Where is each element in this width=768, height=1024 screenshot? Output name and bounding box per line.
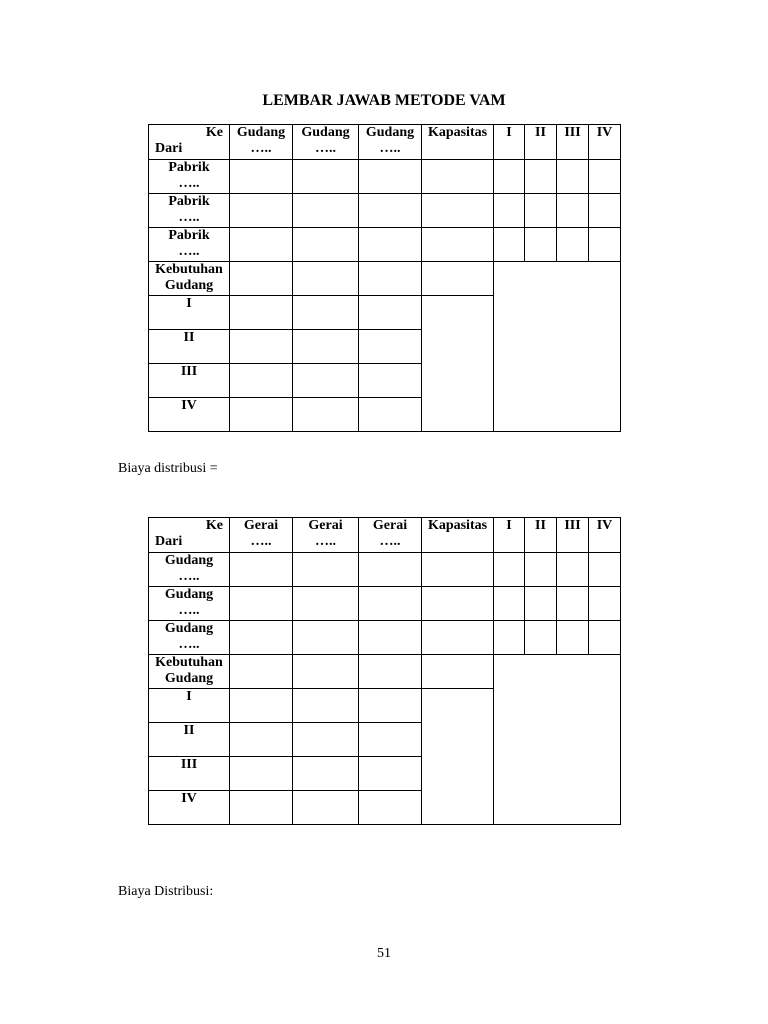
cell[interactable] <box>359 689 422 723</box>
table-header-row <box>149 518 621 553</box>
cell[interactable] <box>557 160 589 194</box>
penalty-header-4: IV <box>589 518 621 553</box>
cell[interactable] <box>230 330 293 364</box>
penalty-header-1: I <box>494 125 525 160</box>
capacity-cell[interactable] <box>422 655 494 689</box>
cell[interactable] <box>589 194 621 228</box>
row-label-1: Gudang ….. <box>149 553 230 587</box>
capacity-cell[interactable] <box>422 228 494 262</box>
cell[interactable] <box>293 296 359 330</box>
capacity-cell[interactable] <box>422 262 494 296</box>
capacity-cell[interactable] <box>422 621 494 655</box>
cell[interactable] <box>589 621 621 655</box>
cell[interactable] <box>230 364 293 398</box>
cell[interactable] <box>230 655 293 689</box>
cell[interactable] <box>494 194 525 228</box>
cell[interactable] <box>359 330 422 364</box>
capacity-cell[interactable] <box>422 194 494 228</box>
row-label-1: Pabrik ….. <box>149 160 230 194</box>
cell[interactable] <box>293 160 359 194</box>
table-row <box>149 587 621 621</box>
cell[interactable] <box>293 194 359 228</box>
cell[interactable] <box>293 364 359 398</box>
capacity-blank <box>422 296 494 432</box>
cell[interactable] <box>293 587 359 621</box>
cell[interactable] <box>230 723 293 757</box>
penalty-row-label-1: I <box>149 296 230 330</box>
table-header-row <box>149 125 621 160</box>
table-row <box>149 160 621 194</box>
cell[interactable] <box>293 723 359 757</box>
table-row <box>149 194 621 228</box>
penalty-header-3: III <box>557 518 589 553</box>
penalty-header-2: II <box>525 125 557 160</box>
cell[interactable] <box>525 587 557 621</box>
penalty-row-label-3: III <box>149 364 230 398</box>
cell[interactable] <box>557 587 589 621</box>
cell[interactable] <box>230 228 293 262</box>
penalty-header-3: III <box>557 125 589 160</box>
cell[interactable] <box>525 553 557 587</box>
penalty-row-label-2: II <box>149 330 230 364</box>
cell[interactable] <box>359 655 422 689</box>
blank-block <box>494 655 621 825</box>
dari-label: Dari <box>155 534 183 549</box>
cell[interactable] <box>293 262 359 296</box>
page-number: 51 <box>377 946 391 961</box>
row-label-3: Gudang ….. <box>149 621 230 655</box>
table-row <box>149 621 621 655</box>
cell[interactable] <box>230 689 293 723</box>
biaya-distribusi-label-1: Biaya distribusi = <box>118 461 218 476</box>
ke-label: Ke <box>205 125 223 140</box>
cell[interactable] <box>494 228 525 262</box>
cell[interactable] <box>230 194 293 228</box>
cell[interactable] <box>494 553 525 587</box>
col-header-2: Gudang ….. <box>293 125 359 160</box>
cell[interactable] <box>359 587 422 621</box>
cell[interactable] <box>359 160 422 194</box>
row-label-3: Pabrik ….. <box>149 228 230 262</box>
cell[interactable] <box>525 194 557 228</box>
penalty-header-1: I <box>494 518 525 553</box>
cell[interactable] <box>557 621 589 655</box>
dari-label: Dari <box>155 141 183 156</box>
demand-row <box>149 262 621 296</box>
capacity-cell[interactable] <box>422 553 494 587</box>
col-header-1: Gerai ….. <box>230 518 293 553</box>
cell[interactable] <box>494 587 525 621</box>
demand-label: Kebutuhan Gudang <box>149 655 230 689</box>
cell[interactable] <box>293 228 359 262</box>
col-header-3: Gudang ….. <box>359 125 422 160</box>
vam-table-2 <box>148 517 621 825</box>
biaya-distribusi-label-2: Biaya Distribusi: <box>118 884 214 899</box>
cell[interactable] <box>230 160 293 194</box>
demand-row <box>149 655 621 689</box>
page-title: LEMBAR JAWAB METODE VAM <box>262 92 506 109</box>
cell[interactable] <box>230 621 293 655</box>
penalty-row-label-1: I <box>149 689 230 723</box>
cell[interactable] <box>359 296 422 330</box>
capacity-header: Kapasitas <box>422 125 494 160</box>
cell[interactable] <box>359 262 422 296</box>
cell[interactable] <box>494 160 525 194</box>
cell[interactable] <box>293 655 359 689</box>
cell[interactable] <box>359 398 422 432</box>
penalty-row-label-3: III <box>149 757 230 791</box>
vam-table-1 <box>148 124 621 432</box>
cell[interactable] <box>359 364 422 398</box>
cell[interactable] <box>230 757 293 791</box>
cell[interactable] <box>230 296 293 330</box>
cell[interactable] <box>293 398 359 432</box>
row-label-2: Pabrik ….. <box>149 194 230 228</box>
cell[interactable] <box>359 757 422 791</box>
cell[interactable] <box>589 228 621 262</box>
cell[interactable] <box>359 791 422 825</box>
corner-cell <box>149 518 230 553</box>
penalty-row-label-2: II <box>149 723 230 757</box>
cell[interactable] <box>359 228 422 262</box>
cell[interactable] <box>525 621 557 655</box>
cell[interactable] <box>230 262 293 296</box>
cell[interactable] <box>589 587 621 621</box>
cell[interactable] <box>589 160 621 194</box>
capacity-header: Kapasitas <box>422 518 494 553</box>
cell[interactable] <box>557 228 589 262</box>
capacity-cell[interactable] <box>422 160 494 194</box>
cell[interactable] <box>557 553 589 587</box>
cell[interactable] <box>230 587 293 621</box>
cell[interactable] <box>359 621 422 655</box>
cell[interactable] <box>293 330 359 364</box>
table-row <box>149 228 621 262</box>
col-header-2: Gerai ….. <box>293 518 359 553</box>
penalty-row-label-4: IV <box>149 791 230 825</box>
cell[interactable] <box>359 723 422 757</box>
cell[interactable] <box>293 553 359 587</box>
penalty-header-4: IV <box>589 125 621 160</box>
cell[interactable] <box>589 553 621 587</box>
col-header-1: Gudang ….. <box>230 125 293 160</box>
capacity-cell[interactable] <box>422 587 494 621</box>
cell[interactable] <box>557 194 589 228</box>
cell[interactable] <box>230 791 293 825</box>
cell[interactable] <box>359 553 422 587</box>
cell[interactable] <box>230 398 293 432</box>
cell[interactable] <box>230 553 293 587</box>
penalty-row-label-4: IV <box>149 398 230 432</box>
cell[interactable] <box>494 621 525 655</box>
row-label-2: Gudang ….. <box>149 587 230 621</box>
capacity-blank <box>422 689 494 825</box>
cell[interactable] <box>525 160 557 194</box>
penalty-header-2: II <box>525 518 557 553</box>
ke-label: Ke <box>205 518 223 533</box>
cell[interactable] <box>293 757 359 791</box>
table-row <box>149 553 621 587</box>
cell[interactable] <box>359 194 422 228</box>
demand-label: Kebutuhan Gudang <box>149 262 230 296</box>
corner-cell <box>149 125 230 160</box>
blank-block <box>494 262 621 432</box>
cell[interactable] <box>525 228 557 262</box>
cell[interactable] <box>293 791 359 825</box>
col-header-3: Gerai ….. <box>359 518 422 553</box>
cell[interactable] <box>293 621 359 655</box>
cell[interactable] <box>293 689 359 723</box>
